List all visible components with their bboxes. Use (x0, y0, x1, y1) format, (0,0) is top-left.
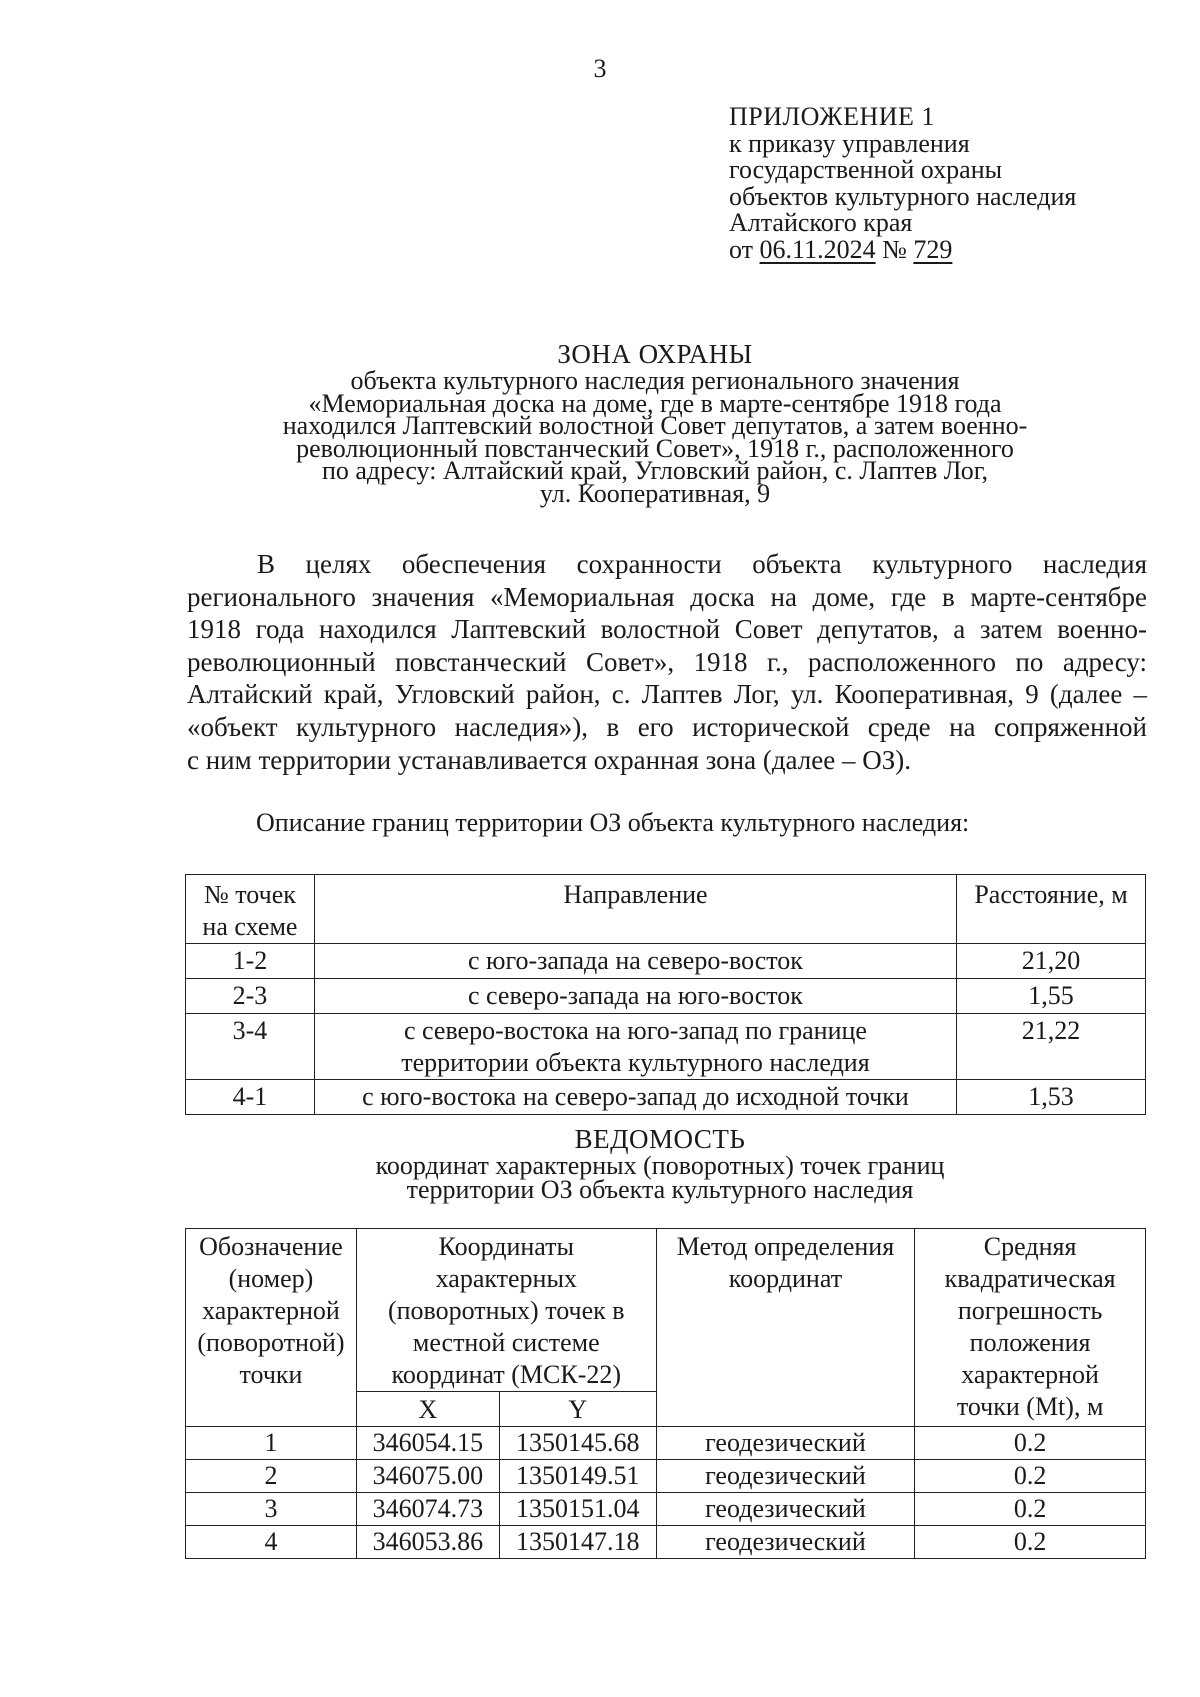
appendix-line: объектов культурного наследия (729, 181, 1077, 211)
table-row (186, 1493, 1146, 1526)
header-line: координат (МСК-22) (391, 1360, 622, 1389)
appendix-heading: ПРИЛОЖЕНИЕ 1 (729, 102, 935, 131)
table-row (186, 1080, 1146, 1115)
zone-title-line: ул. Кооперативная, 9 (539, 478, 771, 508)
order-date: 06.11.2024 (759, 234, 876, 264)
zone-title-line: по адресу: Алтайский край, Угловский район, с. Лаптев Лог, (321, 456, 989, 485)
coordinates-table (185, 1228, 1146, 1559)
header-line: Метод определения (676, 1232, 895, 1261)
header-line: Средняя (983, 1232, 1077, 1261)
header-line: Координаты (438, 1232, 575, 1261)
order-number: 729 (913, 234, 953, 264)
header-y: Y (499, 1392, 656, 1427)
cell-point: 4 (186, 1526, 357, 1559)
header-line: местной системе (412, 1328, 600, 1357)
header-line: квадратическая (944, 1264, 1116, 1293)
paragraph-line: революционный повстанческий Совет», 1918 г., расположенного по адресу: (187, 646, 1147, 677)
paragraph-line: с ним территории устанавливается охранная зона (далее – ОЗ). (187, 744, 911, 775)
header-line: Обозначение (199, 1232, 343, 1261)
table-row (186, 1427, 1146, 1460)
header-direction: Направление (314, 875, 956, 944)
cell-direction-line: территории объекта культурного наследия (401, 1048, 870, 1077)
header-method (656, 1229, 915, 1427)
cell-direction-line: с северо-востока на юго-запад по границе (404, 1016, 867, 1045)
cell-points: 1-2 (186, 944, 315, 979)
boundary-caption: Описание границ территории ОЗ объекта культурного наследия: (256, 808, 970, 837)
appendix-line: к приказу управления (729, 128, 970, 158)
cell-method: геодезический (656, 1460, 915, 1493)
cell-method: геодезический (656, 1493, 915, 1526)
cell-direction: с юго-запада на северо-восток (314, 944, 956, 979)
cell-y: 1350147.18 (499, 1526, 656, 1559)
cell-point: 2 (186, 1460, 357, 1493)
zone-title-line: находился Лаптевский волостной Совет депутатов, а затем военно- (282, 411, 1028, 440)
header-coordinates (356, 1229, 656, 1392)
statement-title-block (200, 1124, 1120, 1202)
cell-direction: с северо-запада на юго-восток (314, 979, 956, 1014)
cell-y: 1350149.51 (499, 1460, 656, 1493)
zone-title: ЗОНА ОХРАНЫ (557, 339, 753, 369)
cell-points: 4-1 (186, 1080, 315, 1115)
header-line: характерных (435, 1264, 577, 1293)
header-points-line: на схеме (202, 912, 298, 941)
appendix-line: государственной охраны (729, 155, 1003, 184)
cell-x: 346054.15 (356, 1427, 499, 1460)
page-number: 3 (593, 54, 607, 83)
table-row (186, 1460, 1146, 1493)
date-prefix: от (729, 234, 760, 264)
cell-point: 1 (186, 1427, 357, 1460)
paragraph-line-text: В целях обеспечения сохранности объекта культурного наследия (257, 549, 1147, 579)
paragraph-line: регионального значения «Мемориальная доска на доме, где в марте-сентябре (187, 581, 1147, 612)
paragraph-line: 1918 года находился Лаптевский волостной Совет депутатов, а затем военно- (187, 614, 1147, 645)
header-x: X (356, 1392, 499, 1427)
table-row (186, 944, 1146, 979)
zone-title-block (180, 339, 1130, 508)
table-row (186, 1014, 1146, 1080)
cell-error: 0.2 (915, 1493, 1146, 1526)
cell-point: 3 (186, 1493, 357, 1526)
cell-error: 0.2 (915, 1526, 1146, 1559)
header-points-line: № точек (203, 880, 296, 909)
header-line: характерной (202, 1296, 340, 1325)
cell-x: 346053.86 (356, 1526, 499, 1559)
cell-distance: 21,22 (957, 1014, 1146, 1080)
header-designation (186, 1229, 357, 1427)
statement-title: ВЕДОМОСТЬ (574, 1124, 746, 1154)
cell-y: 1350151.04 (499, 1493, 656, 1526)
statement-subtitle-line: координат характерных (поворотных) точек границ (375, 1151, 945, 1180)
cell-method: геодезический (656, 1427, 915, 1460)
table-row (186, 1526, 1146, 1559)
header-line: (поворотных) точек в (387, 1296, 625, 1325)
header-line: точки (Mt), м (956, 1392, 1104, 1421)
header-error (915, 1229, 1146, 1427)
cell-direction: с юго-востока на северо-запад до исходной точки (314, 1080, 956, 1115)
number-prefix: № (875, 234, 914, 264)
appendix-block (729, 104, 1169, 263)
cell-points: 3-4 (186, 1014, 315, 1080)
header-line: положения (969, 1328, 1091, 1357)
cell-error: 0.2 (915, 1427, 1146, 1460)
boundary-table (185, 874, 1146, 1115)
paragraph-line: «объект культурного наследия»), в его исторической среде на сопряженной (187, 711, 1147, 742)
cell-distance: 1,53 (957, 1080, 1146, 1115)
appendix-line: Алтайского края (729, 208, 913, 237)
header-line: координат (728, 1264, 843, 1293)
table-row (186, 979, 1146, 1014)
cell-distance: 21,20 (957, 944, 1146, 979)
cell-direction (314, 1014, 956, 1080)
header-points (186, 875, 315, 944)
header-line: характерной (961, 1360, 1099, 1389)
appendix-date-line (729, 234, 1169, 264)
cell-method: геодезический (656, 1526, 915, 1559)
header-line: (поворотной) (197, 1328, 345, 1357)
cell-distance: 1,55 (957, 979, 1146, 1014)
body-paragraph (187, 548, 1147, 776)
cell-y: 1350145.68 (499, 1427, 656, 1460)
cell-x: 346074.73 (356, 1493, 499, 1526)
table-header-row (186, 1229, 1146, 1392)
cell-x: 346075.00 (356, 1460, 499, 1493)
cell-points: 2-3 (186, 979, 315, 1014)
table-header-row (186, 875, 1146, 944)
zone-title-line: объекта культурного наследия регионального значения (350, 366, 960, 395)
statement-subtitle-line: территории ОЗ объекта культурного наследия (406, 1175, 914, 1204)
header-line: точки (239, 1360, 303, 1389)
header-line: погрешность (957, 1296, 1103, 1325)
cell-error: 0.2 (915, 1460, 1146, 1493)
header-distance: Расстояние, м (957, 875, 1146, 944)
zone-title-line: революционный повстанческий Совет», 1918 г., расположенного (296, 433, 1014, 463)
zone-title-line: «Мемориальная доска на доме, где в марте-сентябре 1918 года (308, 388, 1002, 418)
paragraph-line (187, 548, 1147, 581)
paragraph-line: Алтайский край, Угловский район, с. Лаптев Лог, ул. Кооперативная, 9 (далее – (187, 679, 1147, 710)
header-line: (номер) (228, 1264, 314, 1293)
